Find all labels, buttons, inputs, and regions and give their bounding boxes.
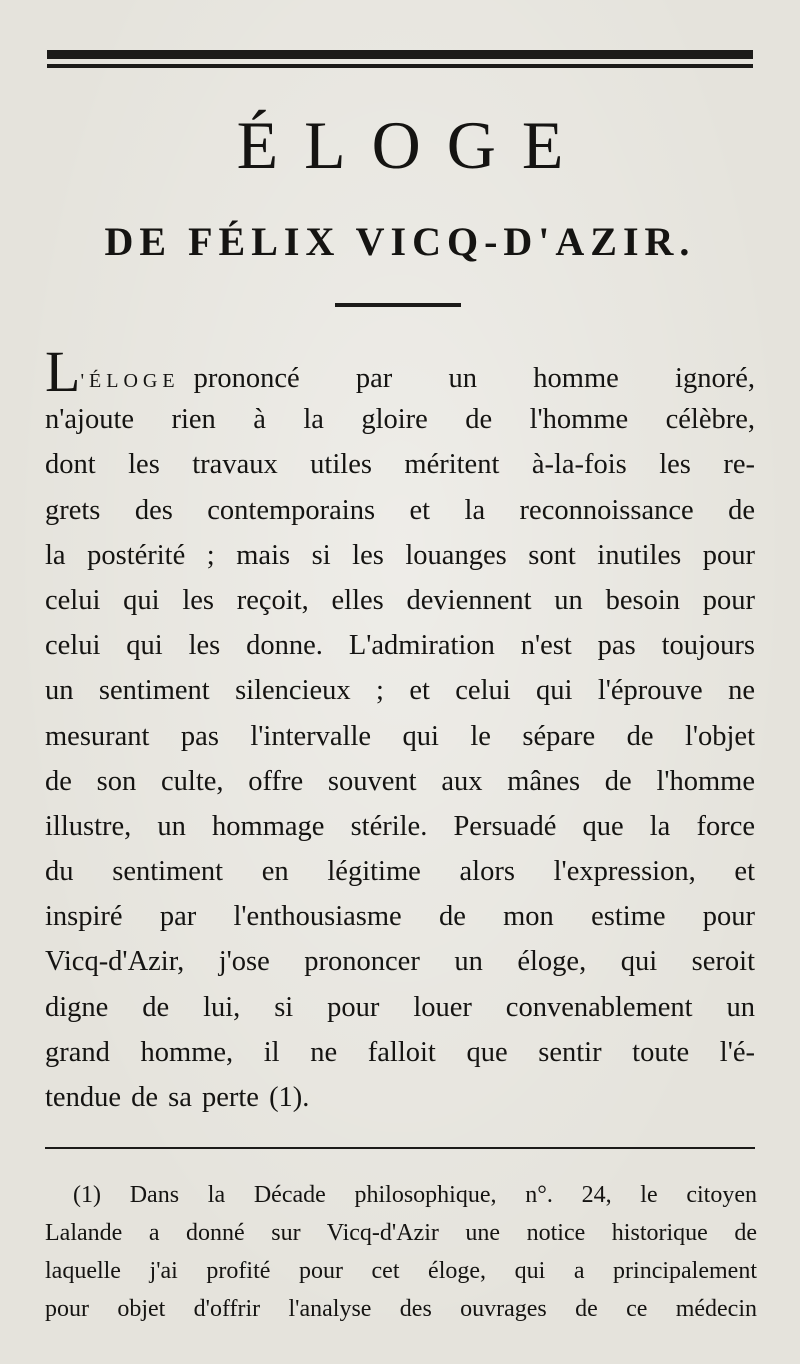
page-title: ÉLOGE (236, 107, 590, 183)
drop-cap: L (45, 339, 81, 404)
footnote (45, 1176, 757, 1328)
footnote-line: pour objet d'offrir l'analyse des ouvrages de ce médecin (45, 1296, 757, 1322)
header-double-rule (47, 44, 753, 74)
header-rule-thick (47, 50, 753, 59)
body-line: illustre, un hommage stérile. Persuadé que la force (45, 810, 755, 842)
body-line: mesurant pas l'intervalle qui le sépare de l'objet (45, 720, 755, 752)
body-line: un sentiment silencieux ; et celui qui l'éprouve ne (45, 675, 755, 707)
body-line: digne de lui, si pour louer convenablement un (45, 991, 755, 1023)
body-line: n'ajoute rien à la gloire de l'homme célèbre, (45, 404, 755, 436)
footnote-line: laquelle j'ai profité pour cet éloge, qui a principalement (45, 1258, 757, 1284)
header-rule-thin (47, 64, 753, 68)
body-line: de son culte, offre souvent aux mânes de l'homme (45, 765, 755, 797)
body-paragraph (45, 339, 755, 1120)
body-line: celui qui les donne. L'admiration n'est pas toujours (45, 630, 755, 662)
footnote-rule (45, 1147, 755, 1149)
body-line: celui qui les reçoit, elles deviennent un besoin pour (45, 584, 755, 616)
body-line: inspiré par l'enthousiasme de mon estime pour (45, 901, 755, 933)
footnote-line: Lalande a donné sur Vicq-d'Azir une notice historique de (45, 1220, 757, 1246)
footnote-line: (1) Dans la Décade philosophique, n°. 24, le citoyen (73, 1182, 757, 1208)
body-line: tendue de sa perte (1). (45, 1082, 310, 1113)
body-line: la postérité ; mais si les louanges sont inutiles pour (45, 539, 755, 571)
body-line: grets des contemporains et la reconnoissance de (45, 494, 755, 526)
body-line: du sentiment en légitime alors l'expression, et (45, 856, 755, 888)
body-line: dont les travaux utiles méritent à-la-fois les re- (45, 449, 755, 481)
body-line: grand homme, il ne falloit que sentir toute l'é- (45, 1036, 755, 1068)
section-divider (335, 303, 461, 307)
body-line-text: prononcé par un homme ignoré, (193, 363, 755, 394)
body-line (45, 339, 755, 404)
page-subtitle: DE FÉLIX VICQ-D'AZIR. (104, 219, 696, 264)
lead-smallcaps: 'ÉLOGE (80, 370, 180, 392)
body-line: Vicq-d'Azir, j'ose prononcer un éloge, qui seroit (45, 946, 755, 978)
